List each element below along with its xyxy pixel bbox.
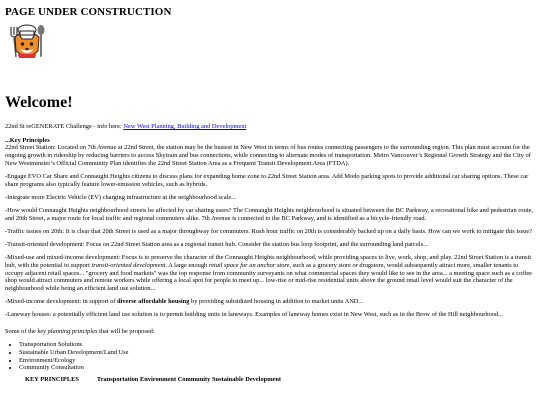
planning-link[interactable]: New West Planning, Building and Development bbox=[123, 123, 247, 131]
mixed-income-text-2: by providing subsidized housing in addition to market units AND... bbox=[189, 298, 364, 306]
tod-paragraph: -Transit-oriented development: Focus on 22nd Street Station area as a regional transit hub. Consider the station bus loop footprint, and the surrounding land parcels... bbox=[5, 240, 428, 248]
planning-list bbox=[5, 341, 535, 372]
nav-development[interactable]: Development bbox=[245, 375, 282, 383]
bottom-nav bbox=[5, 376, 535, 384]
list-item: • Community Consultation bbox=[19, 364, 535, 372]
ev-paragraph: -Integrate more Electric Vehicle (EV) charging infrastructure at the neighbourhood scale... bbox=[5, 193, 236, 201]
bike-paragraph: -How would Connaught Heights neighbourhood streets be affected by car sharing users? The Connaught Heights neighbourhood is situated between the BC Parkway, a recreational bike and pedestrian route, and 20th Street, a major route for local traffic and regional commuters alike. 7th Avenue is connected to the BC Parkway, and is identified as a bicycle-friendly road. bbox=[5, 206, 534, 222]
mixed-use-emphasis-2: retail space for an anchor store bbox=[208, 261, 290, 269]
nav-key-principles[interactable]: KEY PRINCIPLES bbox=[25, 375, 79, 383]
key-principles-block bbox=[5, 137, 535, 168]
fox-head-icon bbox=[15, 34, 39, 56]
mixed-income-paragraph bbox=[5, 298, 535, 306]
list-item: • Sustainable Urban Development/Land Use bbox=[19, 349, 535, 357]
list-item: • Environment/Ecology bbox=[19, 357, 535, 365]
page-heading: PAGE UNDER CONSTRUCTION bbox=[5, 6, 172, 18]
challenge-line bbox=[5, 123, 535, 131]
evo-paragraph: -Engage EVO Car Share and Connaught Heights citizens to discuss plans for expanding home zone to 22nd Street Station area. Add Modo parking spots to provide additional car sharing options. These car share programs also typically feature lower-emission vehicles, such as hybrids. bbox=[5, 172, 529, 188]
mixed-use-text-1: -Mixed-use and mixed-income development: Focus is to preserve the character of the Connaught Heights neighbourhood, while providing spaces to live, work, shop, and play. 22nd Street Station is a transit hub, with the potential to support bbox=[5, 254, 531, 269]
laneway-paragraph: -Laneway houses: a potentially efficient land use solution is to permit building units in laneways. Examples of laneway homes exist in New West, such as in the Brow of the Hill neighbourhood... bbox=[5, 311, 503, 319]
key-principles-title: ...Key Principles bbox=[5, 136, 50, 144]
traffic-paragraph: -Traffic issues on 20th: It is clear that 20th Street is used as a major throughway for commuters. Rush hour traffic on 20th is considerably backed up on a daily basis. How can we work to mitigate this issue? bbox=[5, 227, 533, 235]
nav-community[interactable]: Community bbox=[177, 375, 211, 383]
mixed-use-text-2: . A large enough bbox=[165, 261, 209, 269]
fox-chef-mascot-logo bbox=[5, 21, 49, 65]
challenge-text: 22nd St reGENERATE Challenge - info here: bbox=[5, 123, 124, 131]
planning-intro-text-1: Some of the bbox=[5, 327, 38, 335]
welcome-heading: Welcome! bbox=[5, 94, 73, 112]
scarf-icon bbox=[18, 54, 36, 58]
station-intro: 22nd Street Station: Located on 7th Avenue at 22nd Street, the station may be the busiest in New West in terms of bus routes connecting passengers to the surrounding region. This plan must account for the ongoing growth in ridership by reducing barriers to access Skytrain and bus connections, while connecting to alternate modes of transportation. Metro Vancouver’s Regional Growth Strategy and the City of New Westminster’s Official Community Plan identifies the 22nd Street Station Area as a Frequent Transit Development Area (FTDA). bbox=[5, 144, 531, 167]
mixed-use-paragraph bbox=[5, 254, 535, 292]
planning-intro-emphasis: key planning principles bbox=[37, 327, 98, 335]
nav-sustainable[interactable]: Sustainable bbox=[211, 375, 244, 383]
mixed-use-emphasis-1: transit-oriented development bbox=[91, 261, 166, 269]
mixed-income-text-1: -Mixed-income development: in support of bbox=[5, 298, 117, 306]
planning-intro-text-2: that will be proposed: bbox=[97, 327, 155, 335]
nav-environment[interactable]: Environment bbox=[139, 375, 177, 383]
mixed-use-text-3: , such as a grocery store or drugstore, would subsequently attract more, smaller tenants to occupy adjacent retail spaces... "grocery and food markets" was the top response from community surveyants on what commercial spaces they would like to see in the area... a meeting space such as a coffee shop would attract commuters and remote workers while offering a local spot for people to meet up... low-rise or mid-rise residential units above the ground retail level would suit the character of the neighbourhood while being an efficient land use solution... bbox=[5, 261, 532, 292]
nav-transportation[interactable]: Transportation bbox=[96, 375, 139, 383]
list-item: • Transportation Solutions bbox=[19, 341, 535, 349]
chef-hat-icon bbox=[18, 25, 36, 35]
planning-intro bbox=[5, 328, 535, 336]
mixed-income-bold: diverse affordable housing bbox=[117, 298, 190, 306]
